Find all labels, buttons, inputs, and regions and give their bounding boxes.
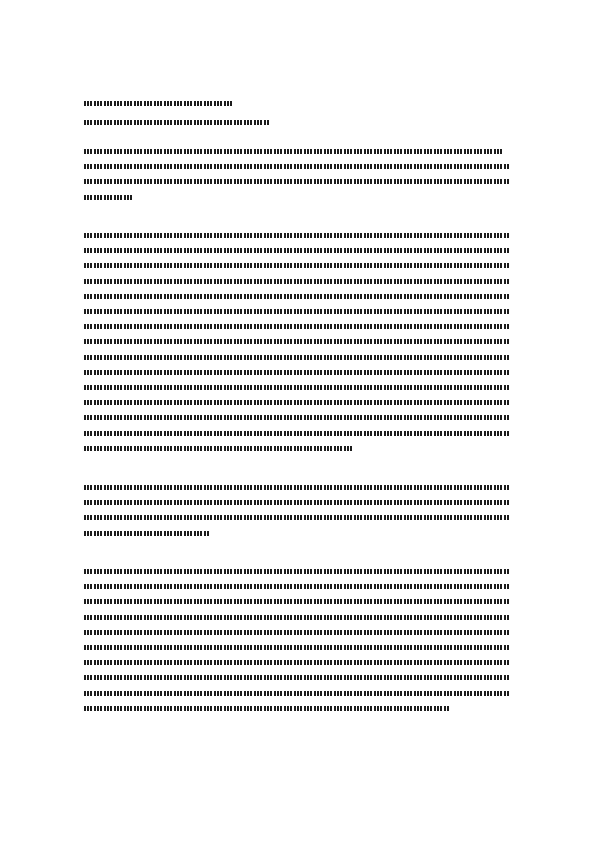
paragraph-line [84, 415, 509, 420]
paragraph-line [84, 263, 509, 268]
header-line [84, 101, 234, 106]
paragraph-line [84, 294, 509, 299]
paragraph-line [84, 248, 509, 253]
paragraph-line [84, 531, 209, 536]
paragraph-line [84, 706, 449, 711]
paragraph-line [84, 195, 132, 200]
paragraph-line [84, 431, 509, 436]
header-line [84, 120, 269, 125]
paragraph-line [84, 179, 509, 184]
paragraph-line [84, 446, 354, 451]
paragraph-line [84, 370, 509, 375]
paragraph-line [84, 233, 509, 238]
paragraph-line [84, 385, 509, 390]
paragraph-line [84, 339, 509, 344]
paragraph-line [84, 515, 509, 520]
paragraph-line [84, 615, 509, 620]
paragraph-line [84, 630, 509, 635]
paragraph-line [84, 584, 509, 589]
paragraph-line [84, 645, 509, 650]
paragraph-line [84, 569, 509, 574]
paragraph-line [84, 355, 509, 360]
paragraph-line [84, 485, 509, 490]
paragraph-line [84, 675, 509, 680]
paragraph-line [84, 149, 504, 154]
paragraph-line [84, 324, 509, 329]
paragraph-line [84, 279, 509, 284]
paragraph-line [84, 164, 509, 169]
paragraph-line [84, 400, 509, 405]
paragraph-line [84, 500, 509, 505]
paragraph-line [84, 691, 509, 696]
paragraph-line [84, 599, 509, 604]
paragraph-line [84, 309, 509, 314]
paragraph-line [84, 660, 509, 665]
